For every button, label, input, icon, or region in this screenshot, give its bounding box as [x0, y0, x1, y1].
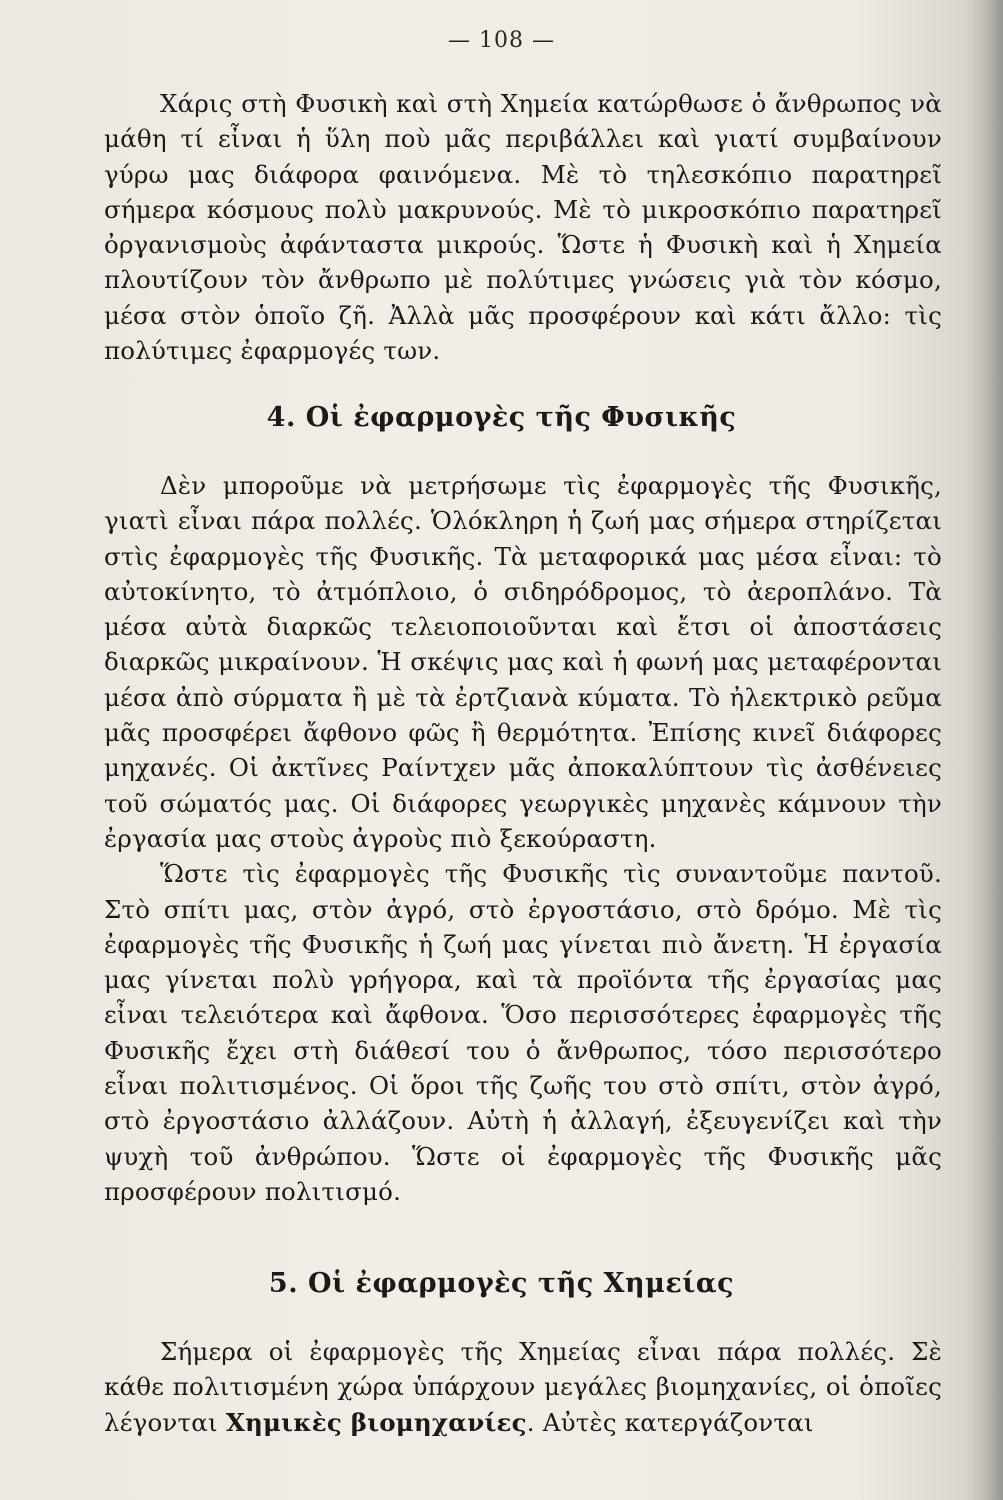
chemical-industries-term: Χημικὲς βιομηχανίες	[225, 1407, 527, 1437]
section-4-paragraph-2: Ὥστε τὶς ἐφαρμογὲς τῆς Φυσικῆς τὶς συναντοῦμε παντοῦ. Στὸ σπίτι μας, στὸν ἀγρό, στὸ ἐργοστάσιο, στὸ δρόμο. Μὲ τὶς ἐφαρμογὲς τῆς Φυσικῆς ἡ ζωή μας γίνεται πιὸ ἄνετη. Ἡ ἐργασία μας γίνεται πολὺ γρήγορα, καὶ τὰ προϊόντα τῆς ἐργασίας μας εἶναι τελειότερα καὶ ἄφθονα. Ὅσο περισσότερες ἐφαρμογὲς τῆς Φυσικῆς ἔχει στὴ διάθεσί του ὁ ἄνθρωπος, τόσο περισσότερο εἶναι πολιτισμένος. Οἱ ὅροι τῆς ζωῆς του στὸ σπίτι, στὸν ἀγρό, στὸ ἐργοστάσιο ἀλλάζουν. Αὐτὴ ἡ ἀλλαγή, ἐξευγενίζει καὶ τὴν ψυχὴ τοῦ ἀνθρώπου. Ὥστε οἱ ἐφαρμογὲς τῆς Φυσικῆς μᾶς προσφέρουν πολιτισμό.	[104, 859, 942, 1206]
section-4-body	[104, 468, 942, 1209]
section-5-body	[104, 1334, 942, 1440]
intro-paragraph-block	[104, 86, 942, 368]
section-5-heading: 5. Οἱ ἐφαρμογὲς τῆς Χημείας	[268, 1268, 735, 1299]
section-4-heading: 4. Οἱ ἐφαρμογὲς τῆς Φυσικῆς	[266, 402, 737, 433]
section-5-text-end: . Αὐτὲς κατεργάζονται	[526, 1407, 814, 1437]
section-5-paragraph-1	[104, 1334, 942, 1440]
section-5-text-start: Σήμερα οἱ ἐφαρμογὲς τῆς Χημείας εἶναι πάρα πολλές. Σὲ κάθε πολιτισμένη χώρα ὑπάρχουν μεγάλες βιομηχανίες, οἱ ὁποῖες λέγονται	[104, 1337, 942, 1437]
section-4-paragraph-1: Δὲν μποροῦμε νὰ μετρήσωμε τὶς ἐφαρμογὲς τῆς Φυσικῆς, γιατὶ εἶναι πάρα πολλές. Ὁλόκληρη ἡ ζωή μας σήμερα στηρίζεται στὶς ἐφαρμογὲς τῆς Φυσικῆς. Τὰ μεταφορικά μας μέσα εἶναι: τὸ αὐτοκίνητο, τὸ ἀτμόπλοιο, ὁ σιδηρόδρομος, τὸ ἀεροπλάνο. Τὰ μέσα αὐτὰ διαρκῶς τελειοποιοῦνται καὶ ἔτσι οἱ ἀποστάσεις διαρκῶς μικραίνουν. Ἡ σκέψις μας καὶ ἡ φωνή μας μεταφέρονται μέσα ἀπὸ σύρματα ἢ μὲ τὰ ἐρτζιανὰ κύματα. Τὸ ἠλεκτρικὸ ρεῦμα μᾶς προσφέρει ἄφθονο φῶς ἢ θερμότητα. Ἐπίσης κινεῖ διάφορες μηχανές. Οἱ ἀκτῖνες Ραίντχεν μᾶς ἀποκαλύπτουν τὶς ἀσθένειες τοῦ σώματός μας. Οἱ διάφορες γεωργικὲς μηχανὲς κάμνουν τὴν ἐργασία μας στοὺς ἀγροὺς πιὸ ξεκούραστη.	[104, 471, 942, 853]
intro-paragraph: Χάρις στὴ Φυσικὴ καὶ στὴ Χημεία κατώρθωσε ὁ ἄνθρωπος νὰ μάθη τί εἶναι ἡ ὕλη ποὺ μᾶς περιβάλλει καὶ γιατί συμβαίνουν γύρω μας διάφορα φαινόμενα. Μὲ τὸ τηλεσκόπιο παρατηρεῖ σήμερα κόσμους πολὺ μακρυνούς. Μὲ τὸ μικροσκόπιο παρατηρεῖ ὀργανισμοὺς ἀφάνταστα μικρούς. Ὥστε ἡ Φυσικὴ καὶ ἡ Χημεία πλουτίζουν τὸν ἄνθρωπο μὲ πολύτιμες γνώσεις γιὰ τὸν κόσμο, μέσα στὸν ὁποῖο ζῆ. Ἀλλὰ μᾶς προσφέρουν καὶ κάτι ἄλλο: τὶς πολύτιμες ἐφαρμογές των.	[104, 89, 942, 366]
page-number: — 108 —	[448, 28, 555, 53]
